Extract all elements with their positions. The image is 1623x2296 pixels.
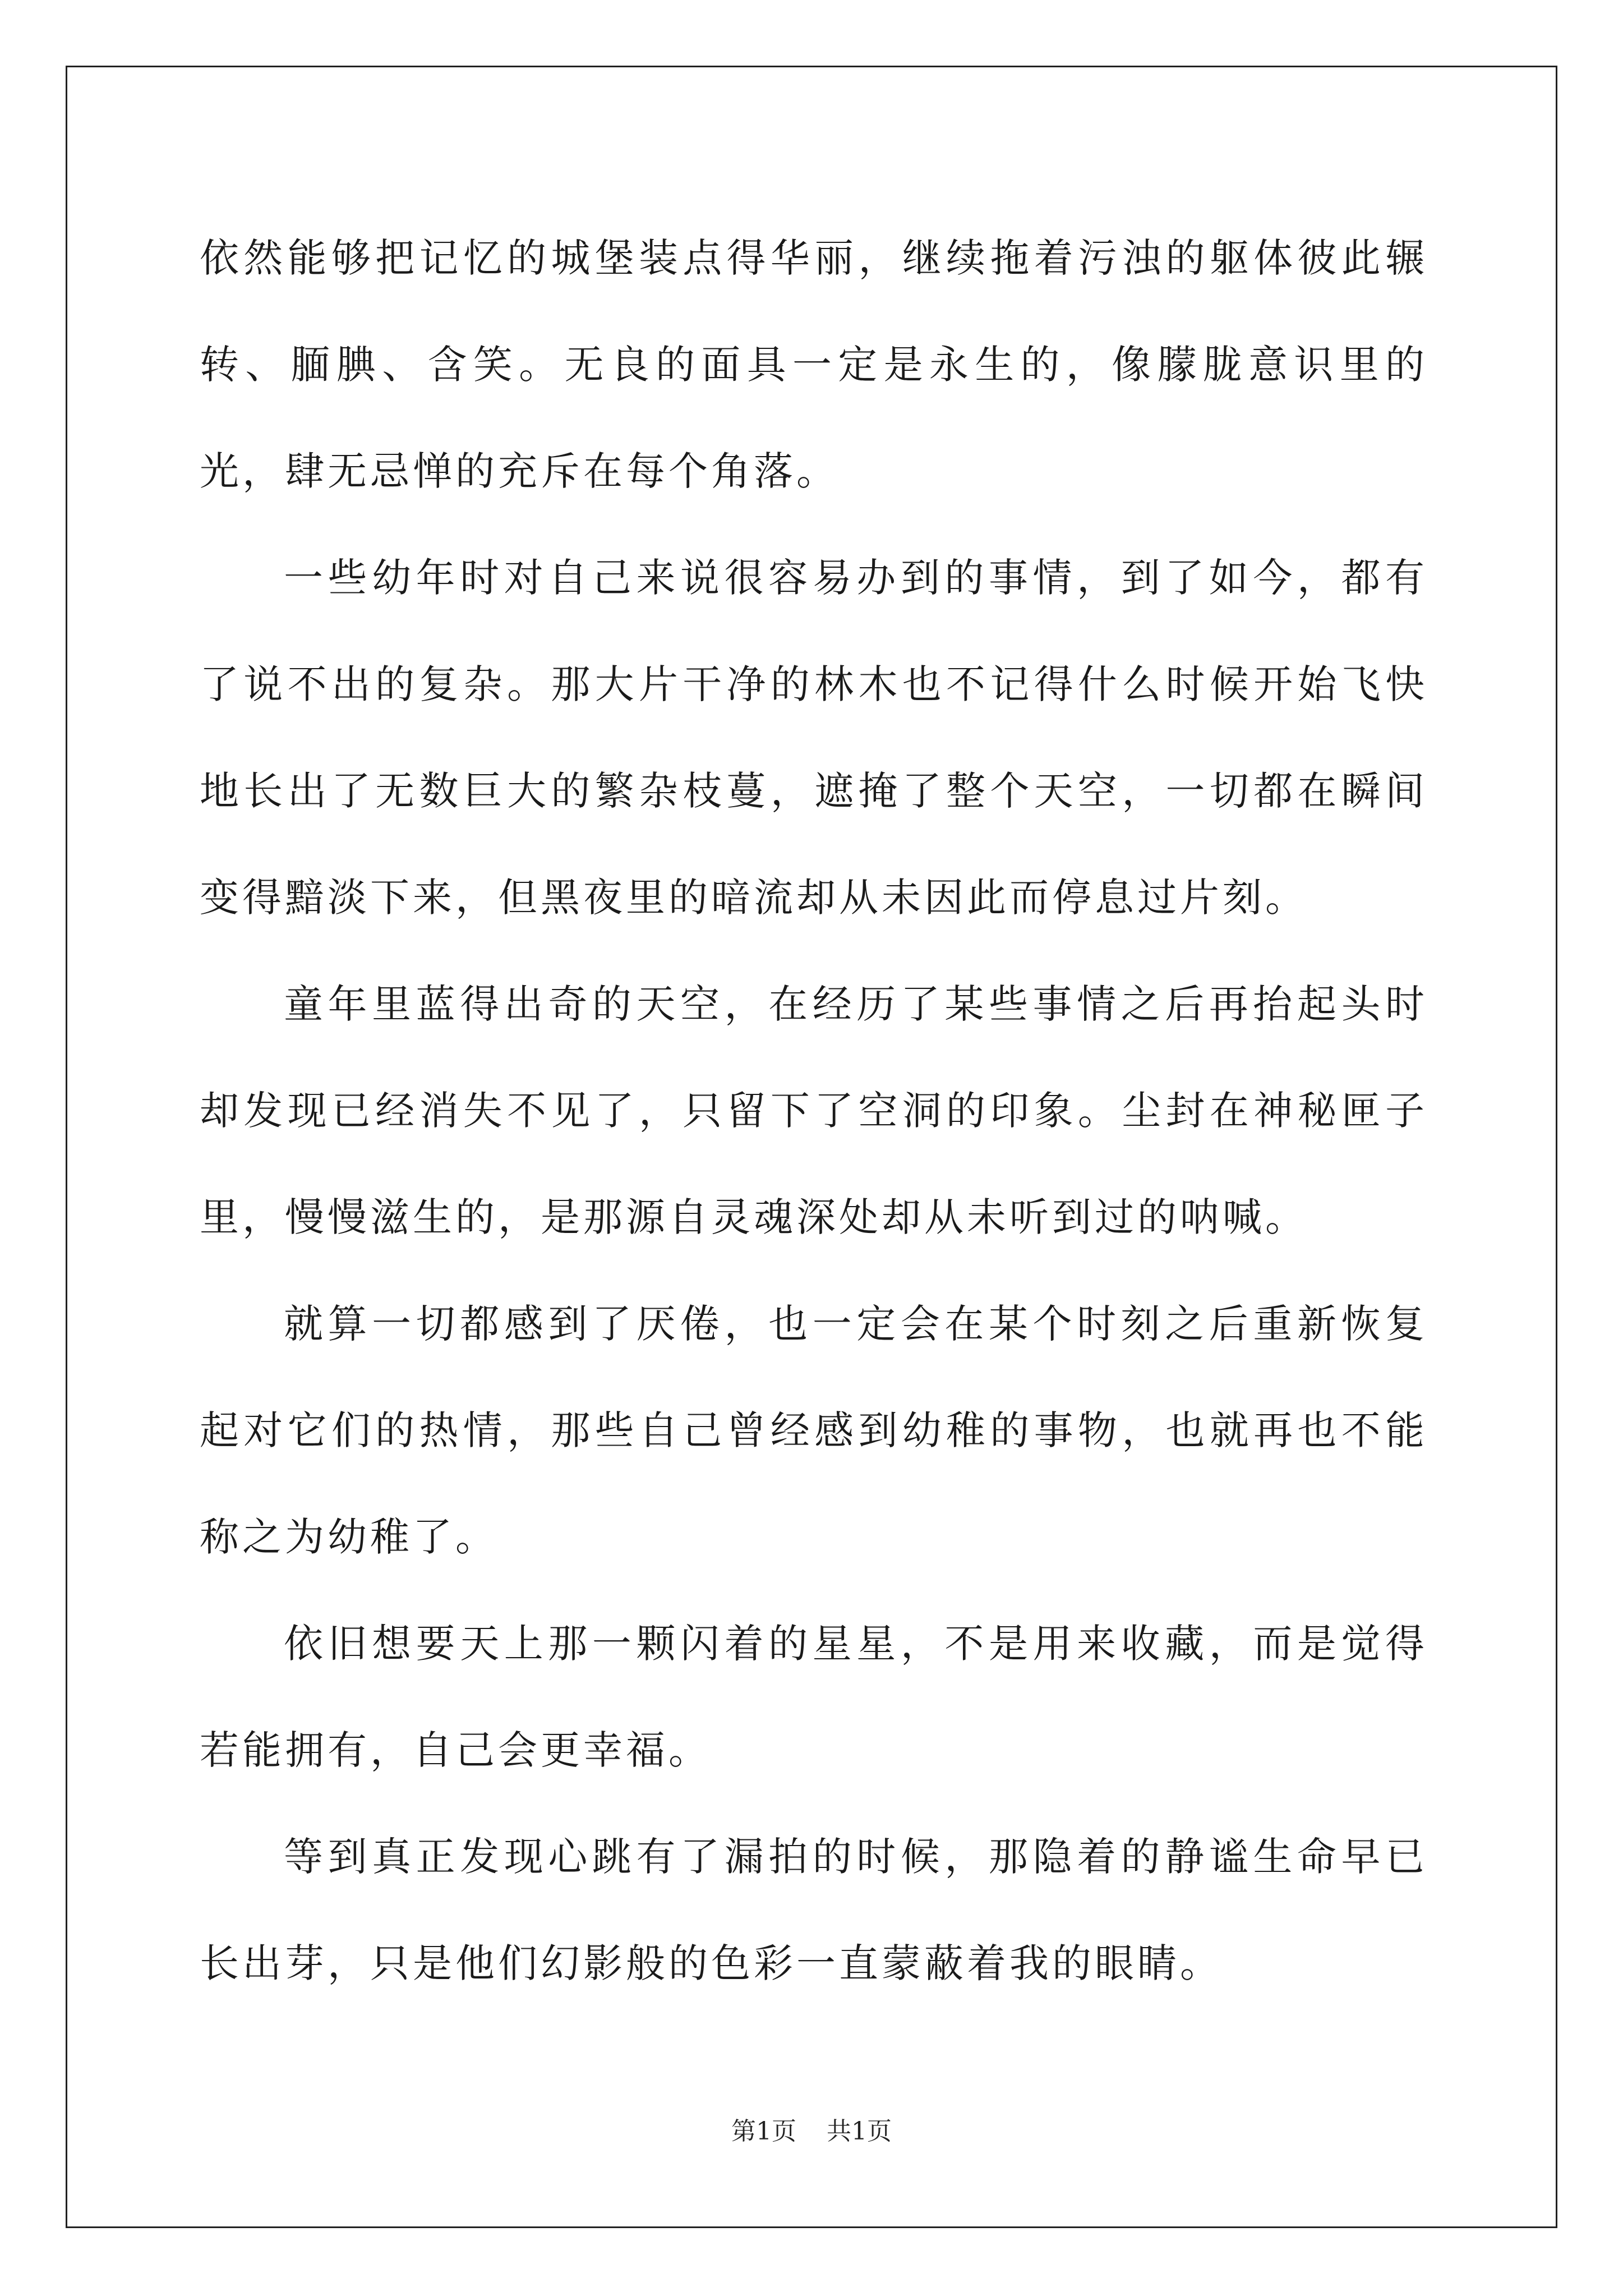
page-footer — [0, 2115, 1623, 2148]
page-number-current: 第1页 — [731, 2117, 796, 2146]
paragraph-6: 等到真正发现心跳有了漏拍的时候，那隐着的静谧生命早已长出芽，只是他们幻影般的色彩一直蒙蔽着我的眼睛。 — [200, 1834, 1428, 1986]
paragraph-1: 依然能够把记忆的城堡装点得华丽，继续拖着污浊的躯体彼此辗转、腼腆、含笑。无良的面具一定是永生的，像朦胧意识里的光，肆无忌惮的充斥在每个角落。 — [200, 235, 1428, 494]
paragraph-5: 依旧想要天上那一颗闪着的星星，不是用来收藏，而是觉得若能拥有，自己会更幸福。 — [200, 1621, 1428, 1773]
document-body — [200, 205, 1428, 2017]
page-number-total: 共1页 — [827, 2117, 892, 2146]
paragraph-4: 就算一切都感到了厌倦，也一定会在某个时刻之后重新恢复起对它们的热情，那些自己曾经感到幼稚的事物，也就再也不能称之为幼稚了。 — [200, 1301, 1428, 1560]
paragraph-3: 童年里蓝得出奇的天空，在经历了某些事情之后再抬起头时却发现已经消失不见了，只留下了空洞的印象。尘封在神秘匣子里，慢慢滋生的，是那源自灵魂深处却从未听到过的呐喊。 — [200, 981, 1428, 1240]
paragraph-2: 一些幼年时对自己来说很容易办到的事情，到了如今，都有了说不出的复杂。那大片干净的林木也不记得什么时候开始飞快地长出了无数巨大的繁杂枝蔓，遮掩了整个天空，一切都在瞬间变得黯淡下来，但黑夜里的暗流却从未因此而停息过片刻。 — [200, 555, 1428, 921]
